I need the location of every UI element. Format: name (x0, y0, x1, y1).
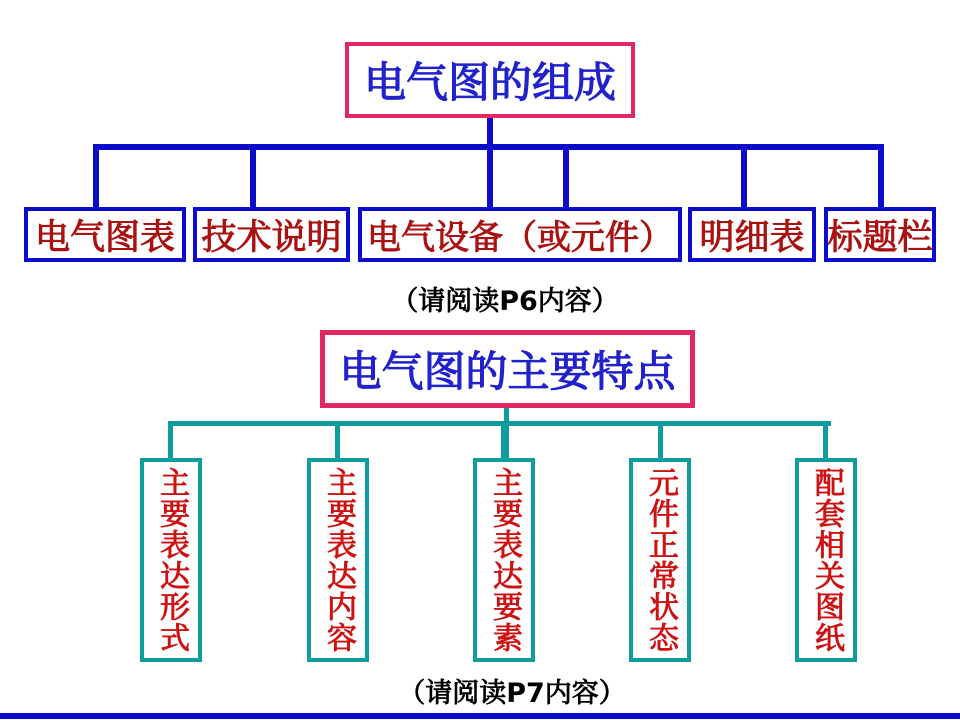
tree1-node-electrical-equipment (358, 207, 682, 262)
tree2-node-main-expression-content (307, 458, 369, 662)
bottom-rule (0, 713, 960, 719)
tree1-node-title-block (824, 207, 936, 262)
tree2-node-main-expression-elements (473, 458, 535, 662)
tree2-title-box (320, 330, 695, 408)
tree1-node-technical-notes (193, 207, 350, 262)
tree2-node-label: 主要表达内容 (321, 467, 356, 653)
tree2-node-component-normal-state (629, 458, 691, 662)
tree1-node-electrical-charts (24, 207, 186, 262)
tree1-node-label: 电气设备（或元件） (367, 218, 673, 258)
tree1-stub-2 (563, 144, 569, 207)
tree1-stub-4 (878, 144, 884, 207)
tree1-node-label: 技术说明 (201, 217, 342, 258)
tree2-node-label: 主要表达形式 (154, 467, 189, 653)
tree2-node-related-drawings (795, 458, 857, 662)
tree2-node-label: 元件正常状态 (643, 467, 678, 653)
tree1-stub-3 (741, 144, 747, 207)
tree2-stub-2 (501, 421, 506, 458)
tree2-stub-3 (658, 421, 663, 458)
tree1-stub-1 (250, 144, 256, 207)
caption-read-p7: （请阅读P7内容） (398, 678, 626, 709)
tree1-title: 电气图的组成 (363, 58, 616, 107)
tree1-node-detail-table (688, 207, 816, 262)
tree1-node-label: 电气图表 (34, 217, 175, 258)
tree1-stub-0 (93, 144, 99, 207)
tree2-stub-4 (823, 421, 828, 458)
tree2-node-label: 主要表达要素 (487, 467, 522, 653)
tree2-hline (168, 421, 831, 426)
tree1-node-label: 标题栏 (827, 217, 933, 258)
tree2-stub-1 (335, 421, 340, 458)
tree2-node-main-expression-form (140, 458, 202, 662)
tree1-node-label: 明细表 (699, 217, 805, 258)
tree2-node-label: 配套相关图纸 (809, 467, 844, 653)
tree1-hline (93, 144, 884, 150)
tree2-title: 电气图的主要特点 (339, 347, 676, 396)
tree1-root-stub (487, 118, 493, 207)
tree1-title-box (345, 42, 635, 118)
caption-read-p6: （请阅读P6内容） (391, 286, 619, 317)
tree2-stub-0 (168, 421, 173, 458)
